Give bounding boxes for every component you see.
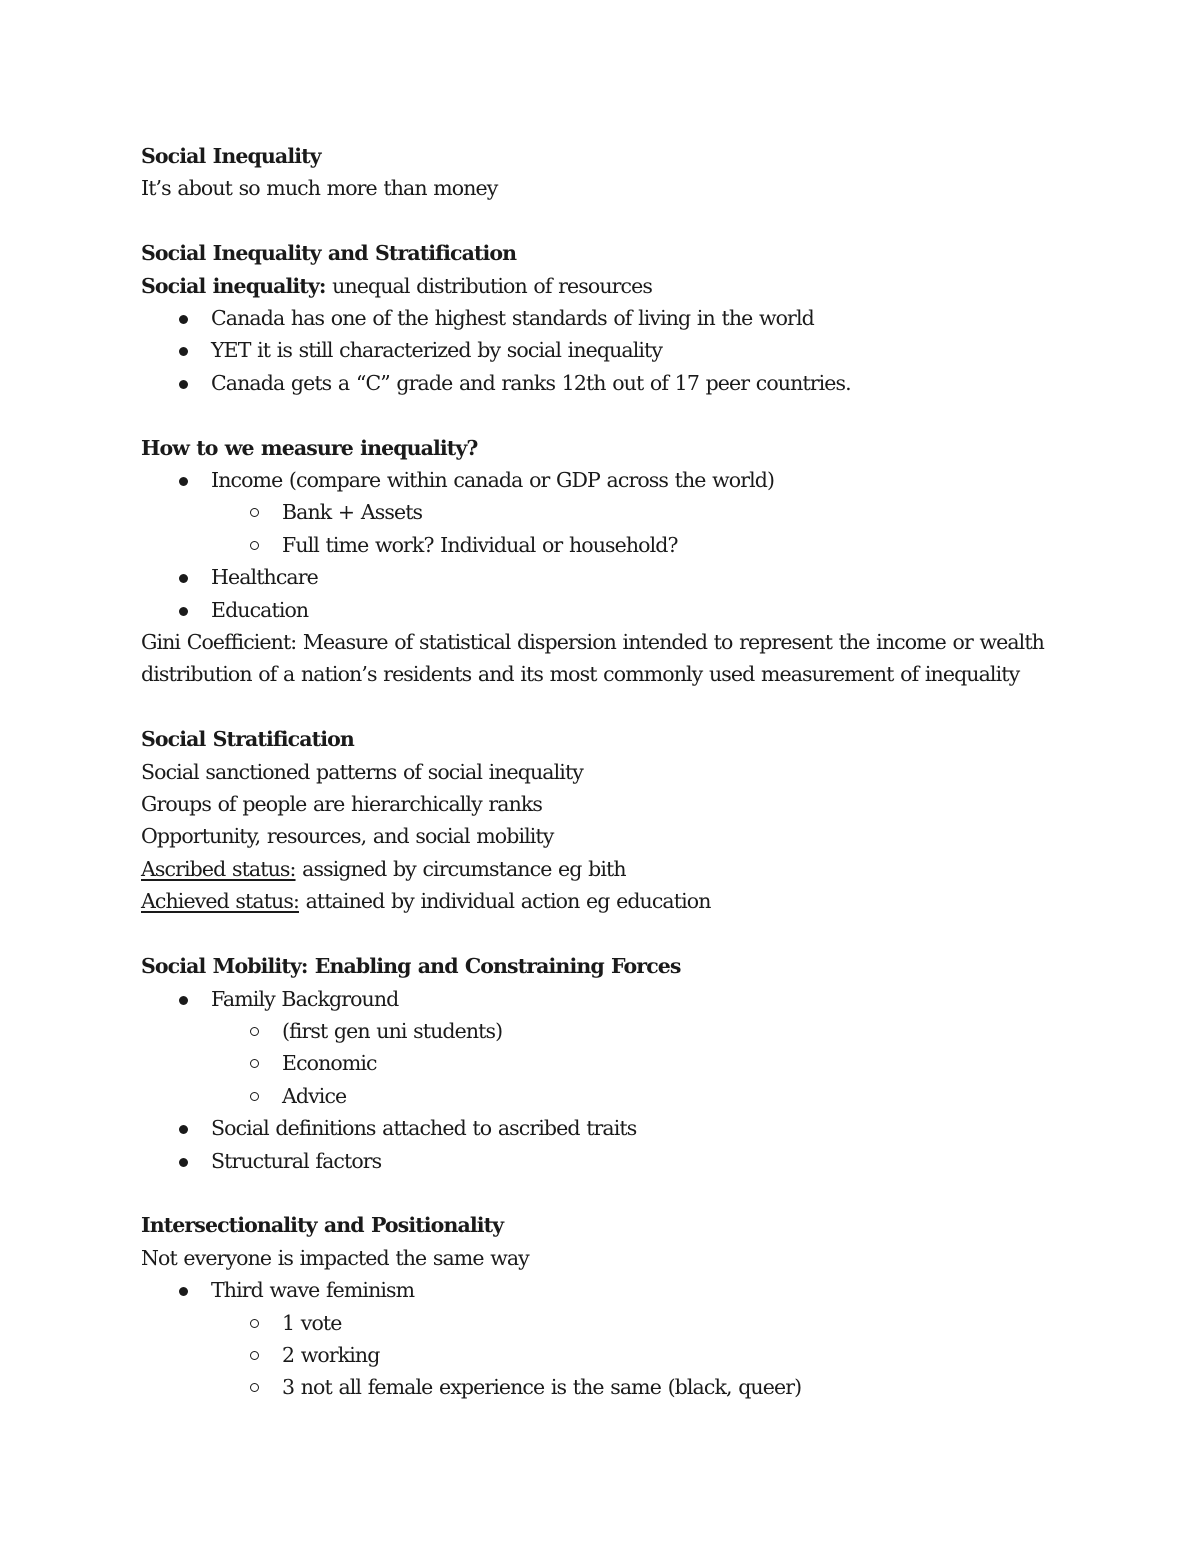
ascribed-text: assigned by circumstance eg bith (295, 856, 626, 881)
section-title-inequality-stratification: Social Inequality and Stratification (141, 241, 517, 266)
spacer (141, 691, 1061, 723)
list-item (141, 1274, 1061, 1306)
sub-list-item (141, 1307, 1061, 1339)
sub-list-item-text: 2 working (282, 1342, 380, 1367)
bullet-circle-icon (250, 1319, 259, 1328)
section-title-social-inequality: Social Inequality (141, 144, 321, 168)
bullet-dot-icon (179, 1125, 188, 1134)
list-item-text: Healthcare (211, 565, 318, 590)
paragraph-line: Groups of people are hierarchically ranks (141, 792, 543, 817)
bullet-circle-icon (250, 1059, 259, 1068)
bullet-circle-icon (250, 1027, 259, 1036)
list-item (141, 1145, 1061, 1177)
list-item-text: Canada gets a “C” grade and ranks 12th out of 17 peer countries. (211, 370, 851, 395)
list-item (141, 594, 1061, 626)
sub-list-item (141, 1015, 1061, 1047)
section-subtitle: It’s about so much more than money (141, 176, 498, 201)
list-item (141, 464, 1061, 496)
bullet-circle-icon (250, 1092, 259, 1101)
section-title-social-mobility: Social Mobility: Enabling and Constraining Forces (141, 954, 681, 979)
definition-ascribed-status (141, 853, 1061, 885)
list-item-text: Family Background (211, 986, 399, 1011)
spacer (141, 918, 1061, 950)
document-page (141, 140, 1061, 1404)
spacer (141, 399, 1061, 431)
bullet-dot-icon (179, 477, 188, 486)
bullet-circle-icon (250, 1383, 259, 1392)
list-item (141, 334, 1061, 366)
bullet-dot-icon (179, 1158, 188, 1167)
sub-list-item (141, 1080, 1061, 1112)
bullet-dot-icon (179, 1287, 188, 1296)
section-title-measure-inequality: How to we measure inequality? (141, 435, 478, 460)
list-item-text: Social definitions attached to ascribed traits (211, 1116, 637, 1141)
sub-list-item-text: (first gen uni students) (282, 1018, 503, 1043)
sub-list-item-text: 3 not all female experience is the same (black, queer) (282, 1375, 802, 1400)
list-item (141, 983, 1061, 1015)
bullet-dot-icon (179, 380, 188, 389)
achieved-text: attained by individual action eg education (298, 889, 711, 914)
list-item (141, 367, 1061, 399)
list-item-text: Canada has one of the highest standards of living in the world (211, 306, 814, 331)
gini-definition-line-1: Gini Coefficient: Measure of statistical dispersion intended to represent the income or wealth (141, 630, 1044, 655)
list-item-text: YET it is still characterized by social inequality (211, 338, 663, 363)
list-item-text: Structural factors (211, 1148, 382, 1173)
bullet-circle-icon (250, 1351, 259, 1360)
list-item-text: Education (211, 597, 309, 622)
sub-list-item-text: Economic (282, 1051, 377, 1076)
sub-list-item-text: Advice (282, 1083, 347, 1108)
spacer (141, 205, 1061, 237)
sub-list-item (141, 529, 1061, 561)
bullet-dot-icon (179, 315, 188, 324)
sub-list-item (141, 1339, 1061, 1371)
sub-list-item-text: Bank + Assets (282, 500, 423, 525)
bullet-circle-icon (250, 508, 259, 517)
definition-achieved-status (141, 885, 1061, 917)
bullet-dot-icon (179, 574, 188, 583)
definition-social-inequality (141, 270, 1061, 302)
paragraph-line: Social sanctioned patterns of social inequality (141, 759, 583, 784)
section-title-social-stratification: Social Stratification (141, 727, 354, 752)
list-item (141, 302, 1061, 334)
achieved-term: Achieved status: (141, 889, 299, 914)
section-title-intersectionality: Intersectionality and Positionality (141, 1213, 504, 1238)
sub-list-item (141, 1371, 1061, 1403)
bullet-dot-icon (179, 996, 188, 1005)
list-item-text: Third wave feminism (211, 1278, 415, 1303)
list-item (141, 1112, 1061, 1144)
bullet-dot-icon (179, 607, 188, 616)
paragraph-line: Not everyone is impacted the same way (141, 1245, 529, 1270)
list-item-text: Income (compare within canada or GDP across the world) (211, 468, 775, 493)
definition-text: unequal distribution of resources (325, 273, 652, 298)
definition-term: Social inequality: (141, 273, 326, 298)
spacer (141, 1177, 1061, 1209)
sub-list-item (141, 496, 1061, 528)
bullet-dot-icon (179, 347, 188, 356)
sub-list-item-text: 1 vote (282, 1310, 342, 1335)
bullet-circle-icon (250, 541, 259, 550)
list-item (141, 561, 1061, 593)
sub-list-item-text: Full time work? Individual or household? (282, 532, 678, 557)
ascribed-term: Ascribed status: (141, 856, 296, 881)
sub-list-item (141, 1047, 1061, 1079)
paragraph-line: Opportunity, resources, and social mobility (141, 824, 554, 849)
gini-definition-line-2: distribution of a nation’s residents and its most commonly used measurement of inequality (141, 662, 1020, 687)
